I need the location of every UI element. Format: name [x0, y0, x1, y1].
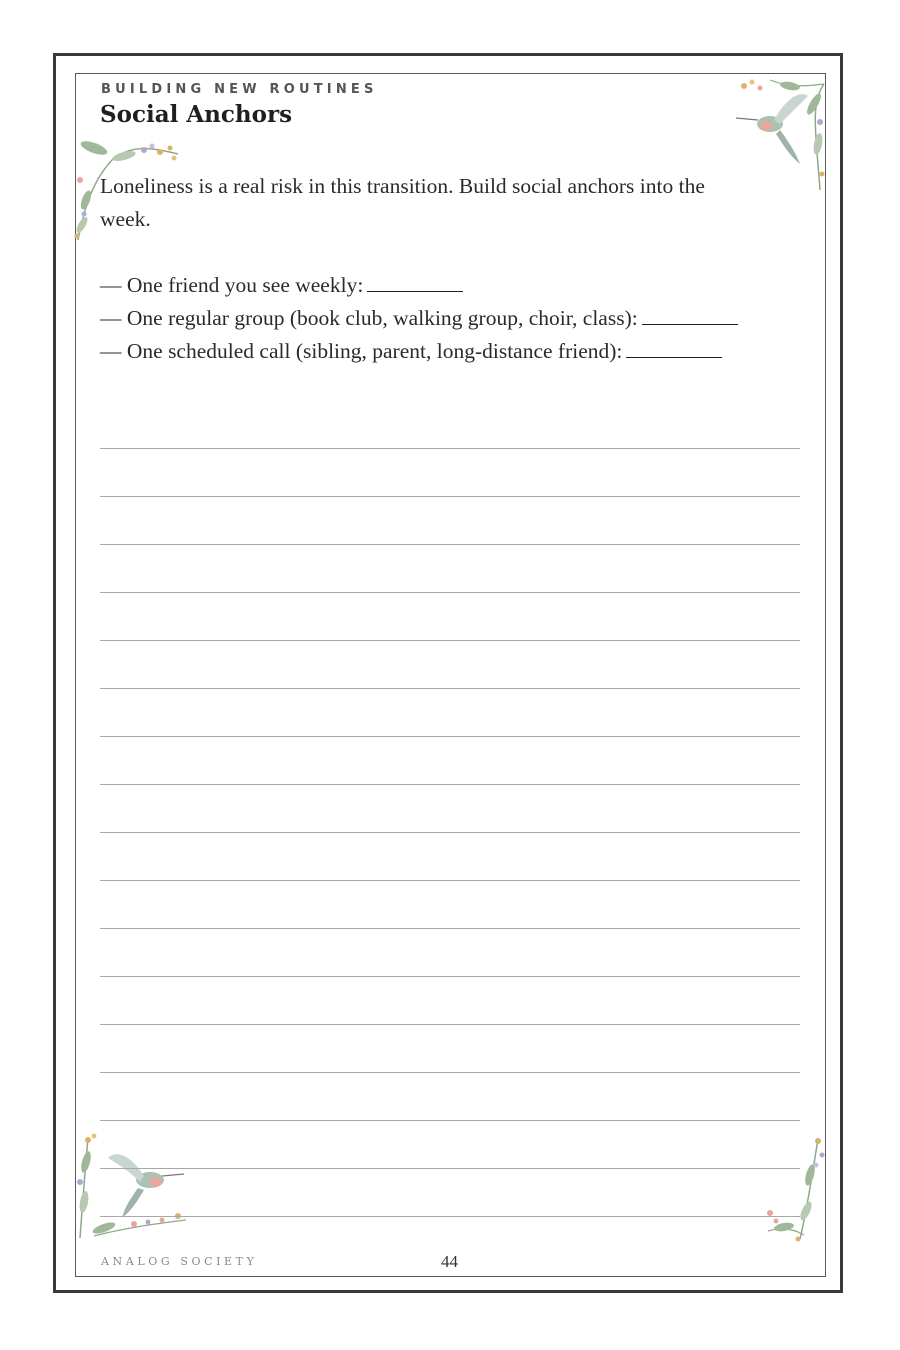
writing-line[interactable]	[100, 1120, 800, 1121]
page-inner-border	[75, 73, 826, 1277]
writing-line[interactable]	[100, 976, 800, 977]
writing-line[interactable]	[100, 496, 800, 497]
page-number: 44	[441, 1252, 458, 1271]
intro-paragraph	[100, 170, 780, 236]
writing-line[interactable]	[100, 880, 800, 881]
writing-line[interactable]	[100, 928, 800, 929]
writing-line[interactable]	[100, 736, 800, 737]
floral-sprig-icon	[760, 1135, 826, 1241]
writing-line[interactable]	[100, 832, 800, 833]
writing-line[interactable]	[100, 544, 800, 545]
fill-in-blank[interactable]	[367, 272, 463, 292]
writing-line[interactable]	[100, 1168, 800, 1169]
writing-line[interactable]	[100, 448, 800, 449]
page-title: Social Anchors	[100, 101, 293, 128]
writing-line[interactable]	[100, 1072, 800, 1073]
prompt-list	[100, 269, 800, 368]
section-kicker: BUILDING NEW ROUTINES	[101, 82, 378, 97]
writing-line[interactable]	[100, 784, 800, 785]
intro-line: week.	[100, 207, 151, 231]
writing-line[interactable]	[100, 1024, 800, 1025]
writing-line[interactable]	[100, 640, 800, 641]
prompt-item	[100, 302, 800, 335]
prompt-item	[100, 269, 800, 302]
prompt-label: — One regular group (book club, walking group, choir, class):	[100, 306, 638, 330]
hummingbird-floral-icon	[74, 1132, 194, 1242]
prompt-item	[100, 335, 800, 368]
footer-brand: ANALOG SOCIETY	[101, 1255, 258, 1268]
writing-line[interactable]	[100, 688, 800, 689]
fill-in-blank[interactable]	[642, 305, 738, 325]
intro-line: Loneliness is a real risk in this transition. Build social anchors into the	[100, 174, 705, 198]
writing-line[interactable]	[100, 592, 800, 593]
fill-in-blank[interactable]	[626, 338, 722, 358]
prompt-label: — One scheduled call (sibling, parent, long-distance friend):	[100, 339, 623, 363]
prompt-label: — One friend you see weekly:	[100, 273, 364, 297]
writing-line[interactable]	[100, 1216, 800, 1217]
